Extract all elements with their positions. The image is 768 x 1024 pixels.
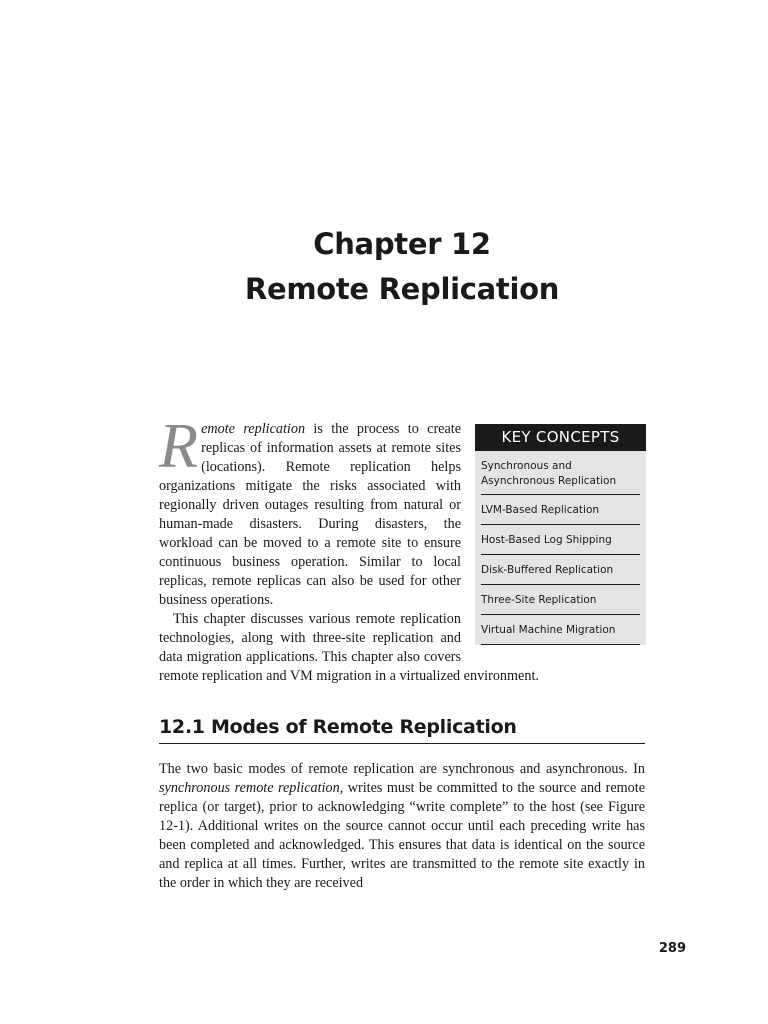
chapter-number: Chapter 12 (313, 227, 491, 261)
section-body (159, 760, 645, 893)
page-number: 289 (658, 941, 686, 956)
key-concept-item: LVM-Based Replication (481, 495, 640, 525)
key-concept-item: Synchronous and Asynchronous Replication (481, 454, 640, 495)
intro-term: emote replication (201, 421, 306, 437)
key-concept-item: Disk-Buffered Replication (481, 555, 640, 585)
chapter-title: Remote Replication (244, 272, 560, 306)
section-paragraph-rest: , writes must be committed to the source and remote replica (or target), prior to acknowledging “write complete” to the host (see Figure 12-1). Additional writes on the source cannot occur until each preceding write has been completed and acknowledged. This ensures that data is identical on the source and replica at all times. Further, writes are transmitted to the remote site exactly in the order in which they are received (159, 780, 645, 891)
key-concept-item: Three-Site Replication (481, 585, 640, 615)
chapter-heading (0, 222, 768, 312)
key-concept-item: Host-Based Log Shipping (481, 525, 640, 555)
key-concepts-list (475, 451, 646, 645)
key-concepts-header: KEY CONCEPTS (475, 424, 646, 451)
section-paragraph (159, 760, 645, 893)
drop-cap: R (159, 410, 199, 481)
section-heading: 12.1 Modes of Remote Replication (159, 713, 645, 744)
section-paragraph-start: The two basic modes of remote replication are synchronous and asynchronous. In (159, 761, 645, 777)
intro-paragraph-text: is the process to create replicas of information assets at remote sites (locations). Remote replication helps organizations mitigate the risks associated with regionally driven outages resulting from natural or human-made disasters. During disasters, the workload can be moved to a remote site to ensure continuous business operation. Similar to local replicas, remote replicas can also be used for other business operations. (159, 421, 461, 608)
key-concept-item: Virtual Machine Migration (481, 615, 640, 645)
intro-section (159, 410, 646, 686)
section-term: synchronous remote replication (159, 780, 340, 796)
intro-paragraph-2: This chapter discusses various remote replication technologies, along with three-site replication and data migration applications. This chapter also covers remote replication and VM migration in a virtualized environment. (159, 611, 539, 684)
key-concepts-box (475, 424, 646, 645)
